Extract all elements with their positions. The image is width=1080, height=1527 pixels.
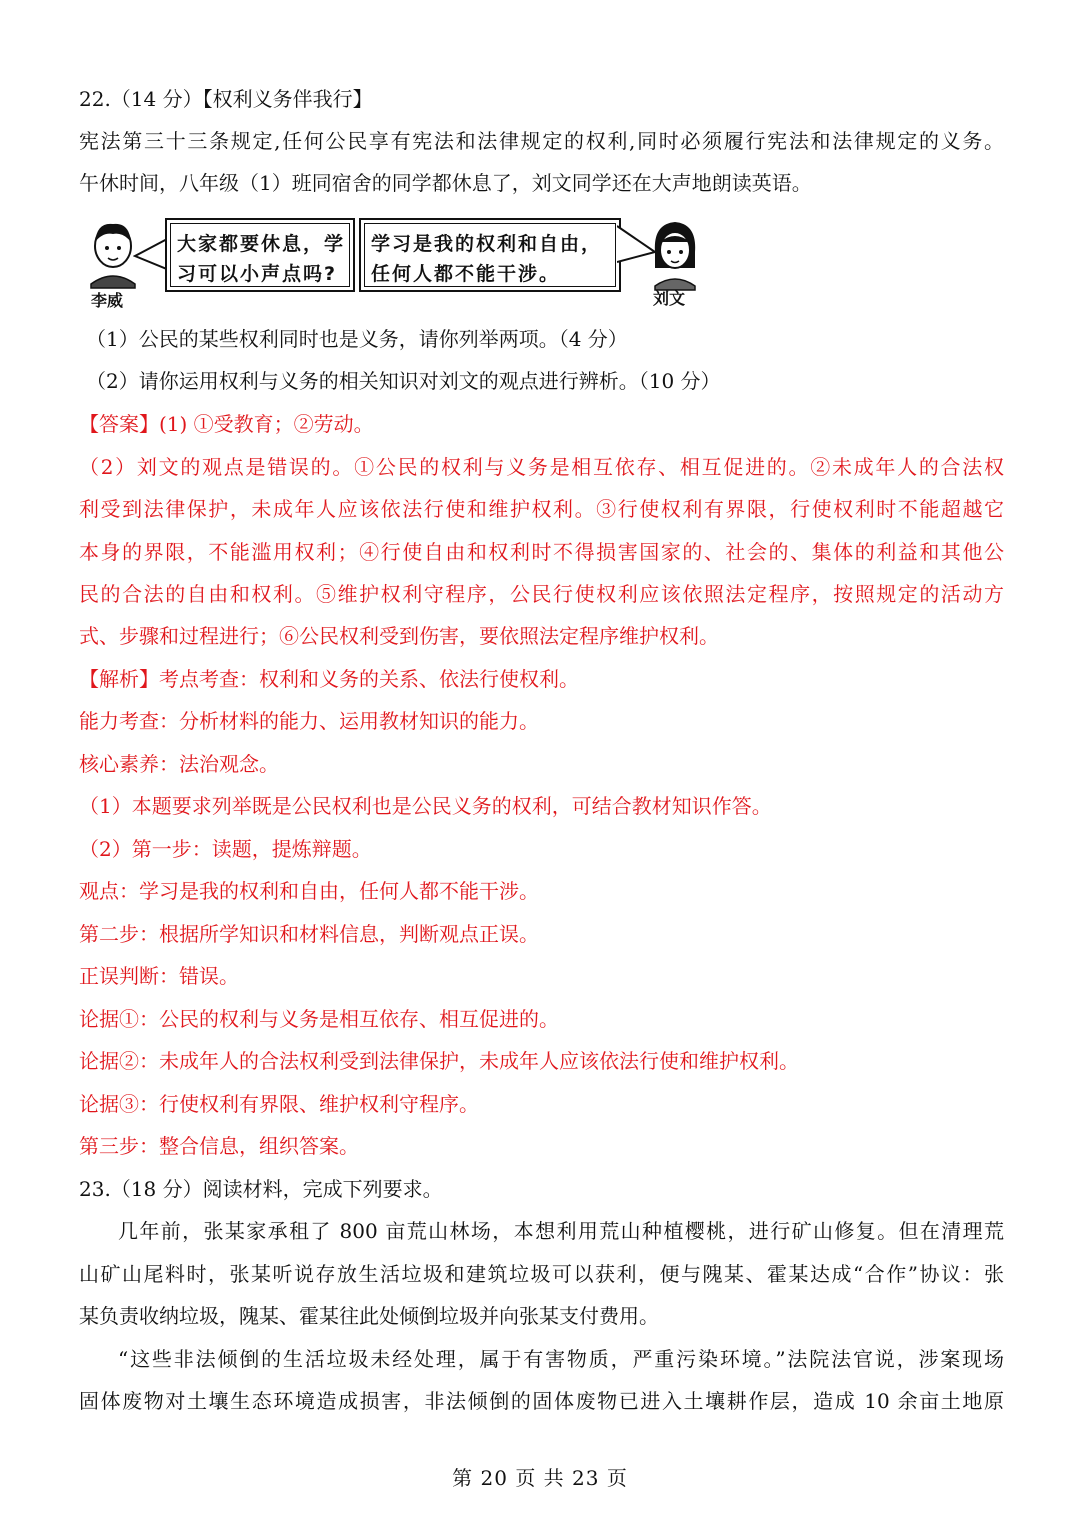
analysis-line-7: 第二步：根据所学知识和材料信息，判断观点正误。 (79, 922, 539, 946)
q23-para2-line-1: “这些非法倾倒的生活垃圾未经处理，属于有害物质，严重污染环境。”法院法官说，涉案现场 (118, 1347, 1004, 1371)
analysis-line-11: 论据③：行使权利有界限、维护权利守程序。 (79, 1092, 479, 1116)
analysis-line-6: 观点：学习是我的权利和自由，任何人都不能干涉。 (79, 879, 539, 903)
analysis-line-1: 【解析】考点考查：权利和义务的关系、依法行使权利。 (79, 667, 579, 691)
page-footer: 第 20 页 共 23 页 (452, 1466, 628, 1490)
left-speech-bubble (165, 218, 355, 292)
left-bubble-text: 大家都要休息，学习可以小声点吗? (177, 233, 346, 285)
dialogue-illustration (79, 212, 719, 308)
q23-para1-line-2: 山矿山尾料时，张某听说存放生活垃圾和建筑垃圾可以获利，便与隗某、霍某达成“合作”协议：张 (79, 1262, 1004, 1286)
q22-title: 22.（14 分）【权利义务伴我行】 (79, 87, 373, 111)
analysis-line-3: 核心素养：法治观念。 (79, 752, 279, 776)
analysis-line-10: 论据②：未成年人的合法权利受到法律保护，未成年人应该依法行使和维护权利。 (79, 1049, 799, 1073)
q23-para1-line-3: 某负责收纳垃圾，隗某、霍某往此处倾倒垃圾并向张某支付费用。 (79, 1304, 659, 1328)
left-character-name: 李威 (91, 291, 124, 310)
analysis-line-8: 正误判断：错误。 (79, 964, 239, 988)
answer-line-1: 【答案】(1) ①受教育；②劳动。 (79, 412, 374, 436)
q23-para1-line-1: 几年前，张某家承租了 800 亩荒山林场，本想利用荒山种植樱桃，进行矿山修复。但在清理荒 (118, 1219, 1004, 1243)
right-bubble-text: 学习是我的权利和自由，任何人都不能干涉。 (371, 233, 603, 285)
answer-line-5: 民的合法的自由和权利。⑤维护权利守程序，公民行使权利应该依照法定程序，按照规定的活动方 (79, 582, 1004, 606)
analysis-line-9: 论据①：公民的权利与义务是相互依存、相互促进的。 (79, 1007, 559, 1031)
q23-para2-line-2: 固体废物对土壤生态环境造成损害，非法倾倒的固体废物已进入土壤耕作层，造成 10 余亩土地原 (79, 1389, 1004, 1413)
right-character-name: 刘文 (653, 289, 686, 308)
answer-line-2: （2）刘文的观点是错误的。①公民的权利与义务是相互依存、相互促进的。②未成年人的合法权 (79, 455, 1004, 479)
analysis-line-5: （2）第一步：读题，提炼辩题。 (79, 837, 372, 861)
left-bubble-tail (133, 234, 169, 274)
q23-title: 23.（18 分）阅读材料，完成下列要求。 (79, 1177, 443, 1201)
right-speech-bubble (359, 218, 621, 292)
analysis-line-2: 能力考查：分析材料的能力、运用教材知识的能力。 (79, 709, 539, 733)
q22-sub-question-1: （1）公民的某些权利同时也是义务，请你列举两项。（4 分） (86, 327, 628, 351)
answer-line-3: 利受到法律保护，未成年人应该依法行使和维护权利。③行使权利有界限，行使权利时不能超越它 (79, 497, 1004, 521)
answer-line-4: 本身的界限，不能滥用权利；④行使自由和权利时不得损害国家的、社会的、集体的利益和其他公 (79, 540, 1004, 564)
q22-stem-line-1: 宪法第三十三条规定,任何公民享有宪法和法律规定的权利,同时必须履行宪法和法律规定的义务。 (79, 129, 1004, 153)
q22-stem-line-2: 午休时间，八年级（1）班同宿舍的同学都休息了，刘文同学还在大声地朗读英语。 (79, 171, 812, 195)
analysis-line-12: 第三步：整合信息，组织答案。 (79, 1134, 359, 1158)
analysis-line-4: （1）本题要求列举既是公民权利也是公民义务的权利，可结合教材知识作答。 (79, 794, 772, 818)
q22-sub-question-2: （2）请你运用权利与义务的相关知识对刘文的观点进行辨析。（10 分） (86, 369, 721, 393)
answer-line-6: 式、步骤和过程进行；⑥公民权利受到伤害，要依照法定程序维护权利。 (79, 624, 719, 648)
